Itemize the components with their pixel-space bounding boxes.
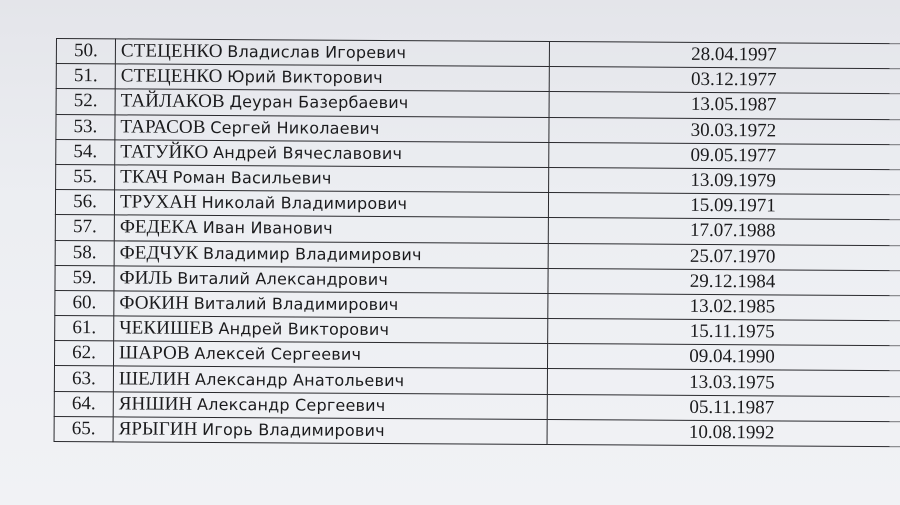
given-names: Сергей Николаевич	[210, 117, 380, 138]
surname: ЯНШИН	[118, 393, 193, 415]
given-names: Алексей Сергеевич	[194, 344, 362, 365]
full-name-cell	[113, 417, 547, 445]
birth-date: 15.11.1975	[548, 319, 900, 346]
given-names: Александр Анатольевич	[194, 369, 405, 390]
surname: ФИЛЬ	[119, 267, 173, 289]
row-number: 57.	[55, 215, 114, 241]
table-body	[54, 39, 900, 447]
row-number: 62.	[54, 341, 113, 367]
full-name-cell	[115, 64, 549, 92]
given-names: Деуран Базербаевич	[229, 92, 409, 113]
full-name-cell	[113, 391, 547, 419]
given-names: Владимир Владимирович	[203, 243, 422, 264]
surname: ТКАЧ	[120, 166, 169, 188]
full-name-cell	[115, 165, 549, 193]
row-number: 55.	[56, 164, 115, 190]
given-names: Иван Иванович	[202, 218, 333, 239]
given-names: Александр Сергеевич	[196, 394, 386, 415]
given-names: Николай Владимирович	[201, 193, 408, 214]
full-name-cell	[114, 215, 548, 243]
birth-date: 29.12.1984	[548, 268, 900, 295]
birth-date: 15.09.1971	[548, 193, 900, 220]
surname: ФОКИН	[119, 292, 190, 314]
row-number: 54.	[56, 139, 115, 165]
birth-date: 25.07.1970	[548, 243, 900, 270]
birth-date: 17.07.1988	[548, 218, 900, 245]
row-number: 61.	[55, 316, 114, 342]
row-number: 51.	[56, 64, 115, 90]
persons-table	[54, 38, 900, 447]
surname: ФЕДЕКА	[119, 216, 199, 239]
birth-date: 13.09.1979	[549, 167, 900, 194]
birth-date: 09.04.1990	[547, 344, 900, 371]
full-name-cell	[114, 316, 548, 344]
surname: СТЕЦЕНКО	[120, 40, 223, 63]
surname: ФЕДЧУК	[119, 241, 199, 264]
row-number: 60.	[55, 290, 114, 316]
surname: ТАЙЛАКОВ	[120, 90, 225, 113]
surname: ТАТУЙКО	[120, 141, 209, 163]
given-names: Виталий Владимирович	[193, 293, 399, 315]
birth-date: 30.03.1972	[549, 117, 900, 144]
given-names: Андрей Викторович	[218, 319, 390, 340]
table-row	[54, 416, 900, 446]
birth-date: 13.02.1985	[548, 293, 900, 320]
birth-date: 13.05.1987	[549, 92, 900, 119]
given-names: Владислав Игоревич	[227, 42, 407, 63]
row-number: 50.	[56, 39, 115, 65]
birth-date: 03.12.1977	[549, 67, 900, 94]
surname: СТЕЦЕНКО	[120, 65, 223, 88]
given-names: Юрий Викторович	[227, 67, 383, 88]
given-names: Игорь Владимирович	[202, 419, 385, 440]
given-names: Роман Васильевич	[172, 167, 332, 188]
surname: ЯРЫГИН	[118, 418, 198, 440]
birth-date: 28.04.1997	[549, 42, 900, 69]
row-number: 52.	[56, 89, 115, 115]
row-number: 64.	[54, 391, 113, 417]
full-name-cell	[113, 366, 547, 394]
full-name-cell	[114, 240, 548, 268]
row-number: 58.	[55, 240, 114, 266]
full-name-cell	[114, 266, 548, 294]
full-name-cell	[115, 114, 549, 142]
birth-date: 13.03.1975	[547, 369, 900, 396]
birth-date: 10.08.1992	[547, 419, 900, 446]
surname: ШЕЛИН	[118, 367, 191, 390]
row-number: 65.	[54, 416, 113, 442]
row-number: 59.	[55, 265, 114, 291]
full-name-cell	[115, 140, 549, 168]
full-name-cell	[113, 341, 547, 369]
full-name-cell	[115, 39, 549, 67]
full-name-cell	[115, 89, 549, 117]
full-name-cell	[114, 190, 548, 218]
given-names: Виталий Александрович	[177, 268, 389, 289]
surname: ТАРАСОВ	[120, 116, 206, 138]
row-number: 53.	[56, 114, 115, 140]
full-name-cell	[114, 291, 548, 319]
surname: ТРУХАН	[119, 191, 197, 214]
row-number: 63.	[54, 366, 113, 392]
printed-list	[54, 38, 882, 447]
birth-date: 09.05.1977	[549, 142, 900, 169]
surname: ШАРОВ	[119, 342, 190, 365]
surname: ЧЕКИШЕВ	[119, 317, 214, 340]
given-names: Андрей Вячеславович	[213, 142, 403, 163]
row-number: 56.	[55, 190, 114, 216]
birth-date: 05.11.1987	[547, 394, 900, 421]
